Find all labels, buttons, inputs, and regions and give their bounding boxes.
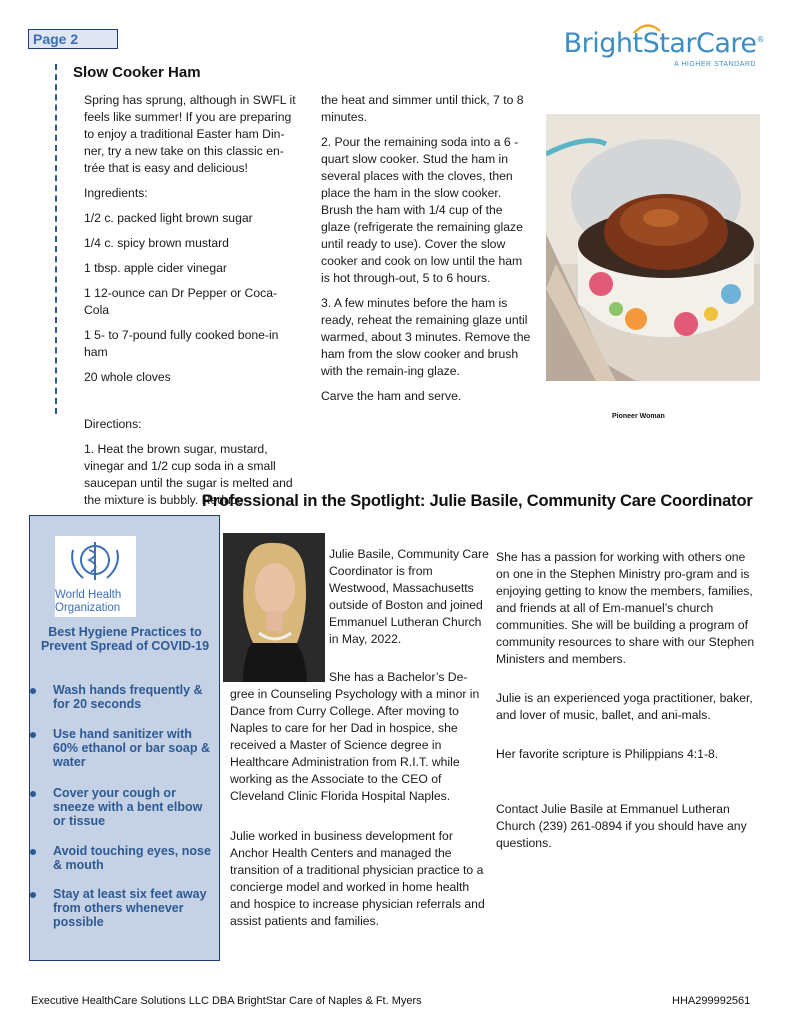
brightstar-logo	[552, 28, 764, 72]
hygiene-tip: Use hand sanitizer with 60% ethanol or bar soap & water	[53, 727, 210, 769]
spotlight-scripture: Her favorite scripture is Philippians 4:1-8.	[496, 747, 719, 761]
spotlight-contact: Contact Julie Basile at Emmanuel Lutheran Church (239) 261-0894 if you should have any questions.	[496, 802, 747, 850]
spotlight-right-column	[496, 549, 756, 860]
hygiene-tip: Cover your cough or sneeze with a bent elbow or tissue	[53, 786, 203, 828]
sidebar-title: Best Hygiene Practices to Prevent Spread of COVID-19	[40, 625, 210, 653]
spotlight-hobbies: Julie is an experienced yoga practitioner, baker, and lover of music, ballet, and ani-mals.	[496, 691, 753, 722]
logo-wordmark: BrightStarCare®	[563, 28, 764, 59]
hygiene-tip: Avoid touching eyes, nose & mouth	[53, 844, 211, 872]
footer-company: Executive HealthCare Solutions LLC DBA BrightStar Care of Naples & Ft. Myers	[31, 995, 422, 1007]
hygiene-tip: Wash hands frequently & for 20 seconds	[53, 683, 203, 711]
bullet-icon	[30, 791, 36, 797]
closing-line: Carve the ham and serve.	[321, 389, 462, 403]
logo-tagline: A HIGHER STANDARD	[674, 61, 756, 68]
ingredient-item: 1 12-ounce can Dr Pepper or Coca-Cola	[84, 286, 278, 317]
who-name: World Health Organization	[55, 589, 122, 614]
ingredient-item: 1/4 c. spicy brown mustard	[84, 236, 229, 250]
ingredient-item: 1/2 c. packed light brown sugar	[84, 211, 253, 225]
spotlight-ministry: She has a passion for working with others one on one in the Stephen Ministry pro-gram and is enjoying getting to know the members, families, and friends at all of Em-manuel’s church communities. She will be building a program of community resources to share with our Stephen Ministers and members.	[496, 550, 755, 666]
direction-step-3: 3. A few minutes before the ham is ready, reheat the remaining glaze until warmed, about 3 minutes. Remove the ham from the slow cooker and brush with the remain-ing glaze.	[321, 296, 531, 378]
direction-step-2: 2. Pour the remaining soda into a 6 -quart slow cooker. Stud the ham in several places with the cloves, then place the ham in the slow cooker. Brush the ham with 1/4 cup of the glaze (refrigerate the remaining glaze until ready to use). Cover the slow cooker and cook on low until the ham is hot through-out, 5 to 6 hours.	[321, 135, 523, 285]
spotlight-degree-start: She has a Bachelor’s De-	[329, 670, 468, 684]
who-emblem-icon	[55, 536, 136, 588]
bullet-icon	[30, 688, 36, 694]
ingredients-label: Ingredients:	[84, 186, 148, 200]
direction-step-1: 1. Heat the brown sugar, mustard, vinegar and 1/2 cup soda in a small saucepan until the sugar is melted and the mixture is bubbly. Reduce	[84, 442, 293, 507]
bullet-icon	[30, 732, 36, 738]
recipe-column-right	[321, 92, 531, 413]
bullet-icon	[30, 849, 36, 855]
julie-basile-portrait	[223, 533, 325, 682]
spotlight-career: Julie worked in business development for Anchor Health Centers and managed the transition of a traditional physician practice to a concierge model and worked in home health and hospice to increase physician referrals and assist patients and families.	[230, 829, 485, 928]
ingredient-item: 20 whole cloves	[84, 370, 171, 384]
directions-label: Directions:	[84, 417, 142, 431]
section-divider	[55, 64, 57, 414]
ingredient-item: 1 tbsp. apple cider vinegar	[84, 261, 227, 275]
ingredient-item: 1 5- to 7-pound fully cooked bone-in ham	[84, 328, 279, 359]
direction-step-1-continued: the heat and simmer until thick, 7 to 8 minutes.	[321, 93, 524, 124]
spotlight-heading: Professional in the Spotlight: Julie Basile, Community Care Coordinator	[202, 492, 753, 510]
spotlight-intro: Julie Basile, Community Care Coordinator is from Westwood, Massachusetts outside of Boston and joined Emmanuel Lutheran Church in May, 2022.	[329, 547, 489, 646]
recipe-intro: Spring has sprung, although in SWFL it feels like summer! If you are preparing to enjoy a traditional Easter ham Din-ner, try a new take on this classic en-trée that is easy and delicious!	[84, 93, 296, 175]
bullet-icon	[30, 892, 36, 898]
slow-cooker-ham-photo	[546, 114, 760, 381]
footer-license: HHA299992561	[672, 995, 751, 1007]
recipe-title: Slow Cooker Ham	[73, 64, 201, 81]
hygiene-tip: Stay at least six feet away from others whenever possible	[53, 887, 207, 929]
page-number-label: Page 2	[28, 29, 118, 49]
recipe-column-left	[84, 92, 302, 517]
photo-credit: Pioneer Woman	[612, 413, 665, 420]
spotlight-degree: gree in Counseling Psychology with a minor in Dance from Curry College. After moving to Naples to care for her Dad in hospice, she received a Master of Science degree in Healthcare Administration from R.I.T. while working as the Associate to the CEO of Cleveland Clinic Florida Hospital Naples.	[230, 687, 480, 803]
